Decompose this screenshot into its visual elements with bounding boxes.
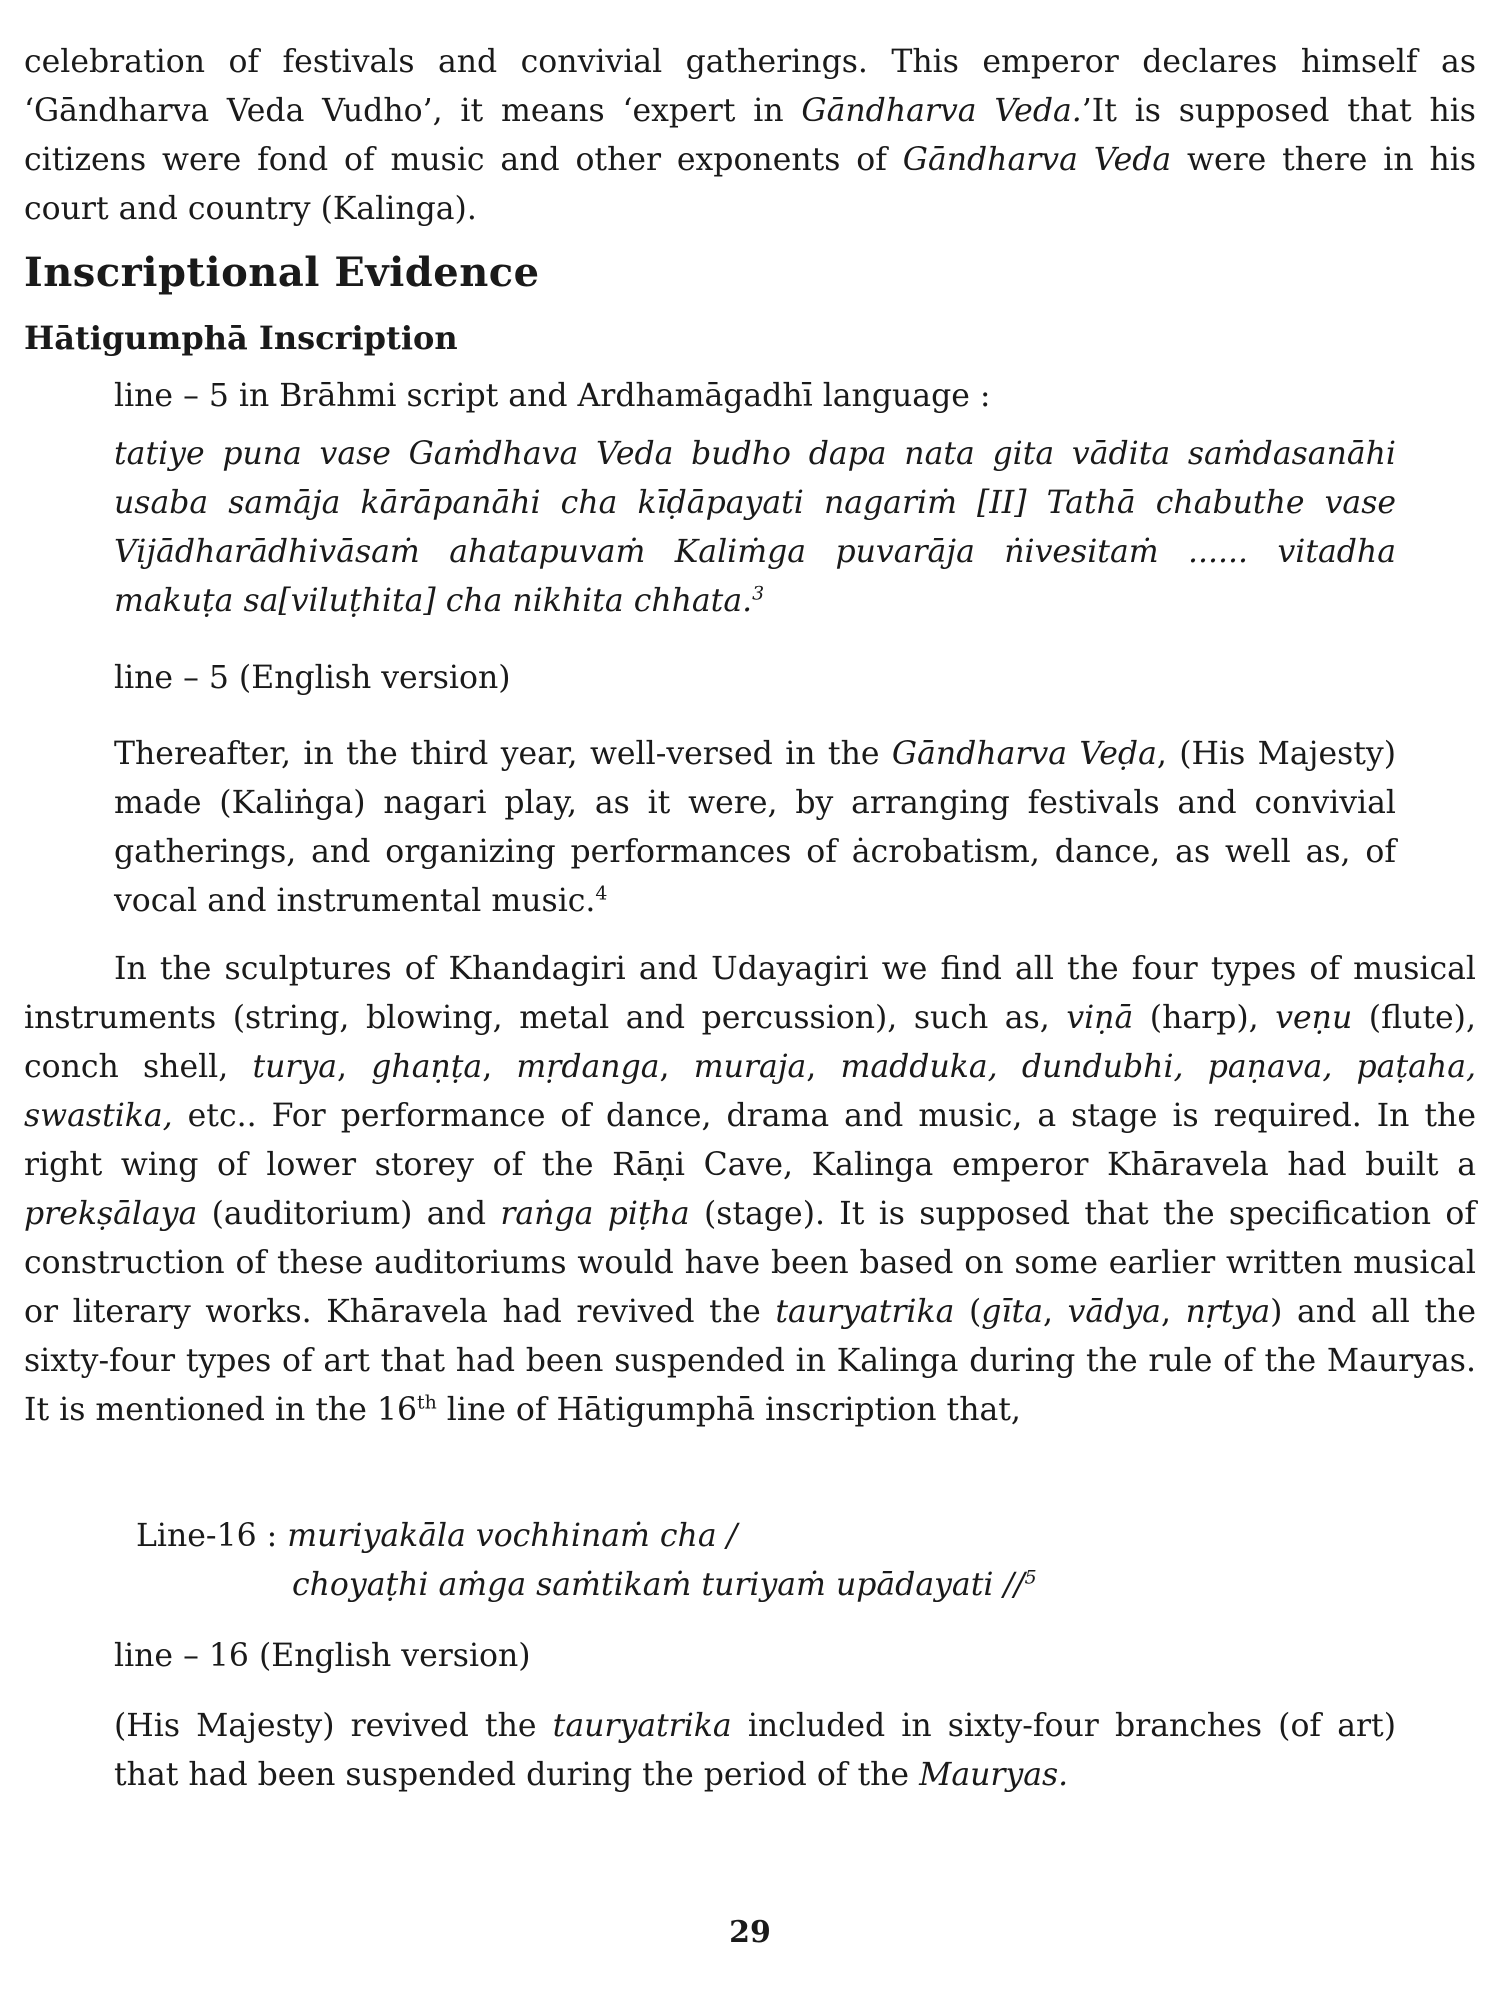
intro-paragraph: celebration of festivals and convivial gatherings. This emperor declares himself as ‘Gāndharva Veda Vudho’, it means ‘expert in Gāndharva Veda.’It is supposed that his citizens were fond of music and other exponents of Gāndharva Veda were there in his court and country (Kalinga). xyxy=(24,44,1477,227)
line16-verse xyxy=(136,1512,1236,1610)
page-number: 29 xyxy=(729,1915,771,1950)
footnote-ref-3: 3 xyxy=(752,582,765,605)
line16-verse-line-1: Line-16 : muriyakāla vochhinaṁ cha / xyxy=(136,1518,738,1554)
line5-english-label: line – 5 (English version) xyxy=(114,660,511,696)
footnote-ref-4: 4 xyxy=(595,882,608,905)
line5-label: line – 5 in Brāhmi script and Ardhamāgadhī language : xyxy=(114,378,991,414)
line5-english-text: Thereafter, in the third year, well-versed in the Gāndharva Veḍa, (His Majesty) made (Kaliṅga) nagari play, as it were, by arranging festivals and convivial gatherings, and organizing performances of ȧcrobatism, dance, as well as, of vocal and instrumental music.$^4$ xyxy=(114,736,1396,919)
subsection-heading: Hātigumphā Inscription xyxy=(24,319,458,357)
line5-verse: tatiye puna vase Gaṁdhava Veda budho dapa nata gita vādita saṁdasanāhi usaba samāja kārāpanāhi cha kīḍāpayati nagariṁ [II] Tathā chabuthe vase Vijādharādhivāsaṁ ahatapuvaṁ Kaliṁga puvarāja ṅivesitaṁ ...... vitadha makuṭa sa[viluṭhita] cha nikhita chhata.$^3$ xyxy=(114,436,1396,619)
line16-verse-line-2: choyaṭhi aṁga saṁtikaṁ turiyaṁ upādayati //$^5$ xyxy=(292,1566,1037,1603)
line16-english-label: line – 16 (English version) xyxy=(114,1638,531,1674)
line16-english-text: (His Majesty) revived the tauryatrika included in sixty-four branches (of art) that had been suspended during the period of the Mauryas. xyxy=(114,1708,1396,1793)
sculptures-paragraph: In the sculptures of Khandagiri and Udayagiri we find all the four types of musical instruments (string, blowing, metal and percussion), such as, viṇā (harp), veṇu (flute), conch shell, turya, ghaṇṭa, mṛdanga, muraja, madduka, dundubhi, paṇava, paṭaha, swastika, etc.. For performance of dance, drama and music, a stage is required. In the right wing of lower storey of the Rāṇi Cave, Kalinga emperor Khāravela had built a prekṣālaya (auditorium) and raṅga piṭha (stage). It is supposed that the specification of construction of these auditoriums would have been based on some earlier written musical or literary works. Khāravela had revived the tauryatrika (gīta, vādya, nṛtya) and all the sixty-four types of art that had been suspended in Kalinga during the rule of the Mauryas. It is mentioned in the 16th line of Hātigumphā inscription that, xyxy=(24,951,1477,1428)
footnote-ref-5: 5 xyxy=(1024,1566,1037,1589)
section-heading: Inscriptional Evidence xyxy=(24,249,540,296)
